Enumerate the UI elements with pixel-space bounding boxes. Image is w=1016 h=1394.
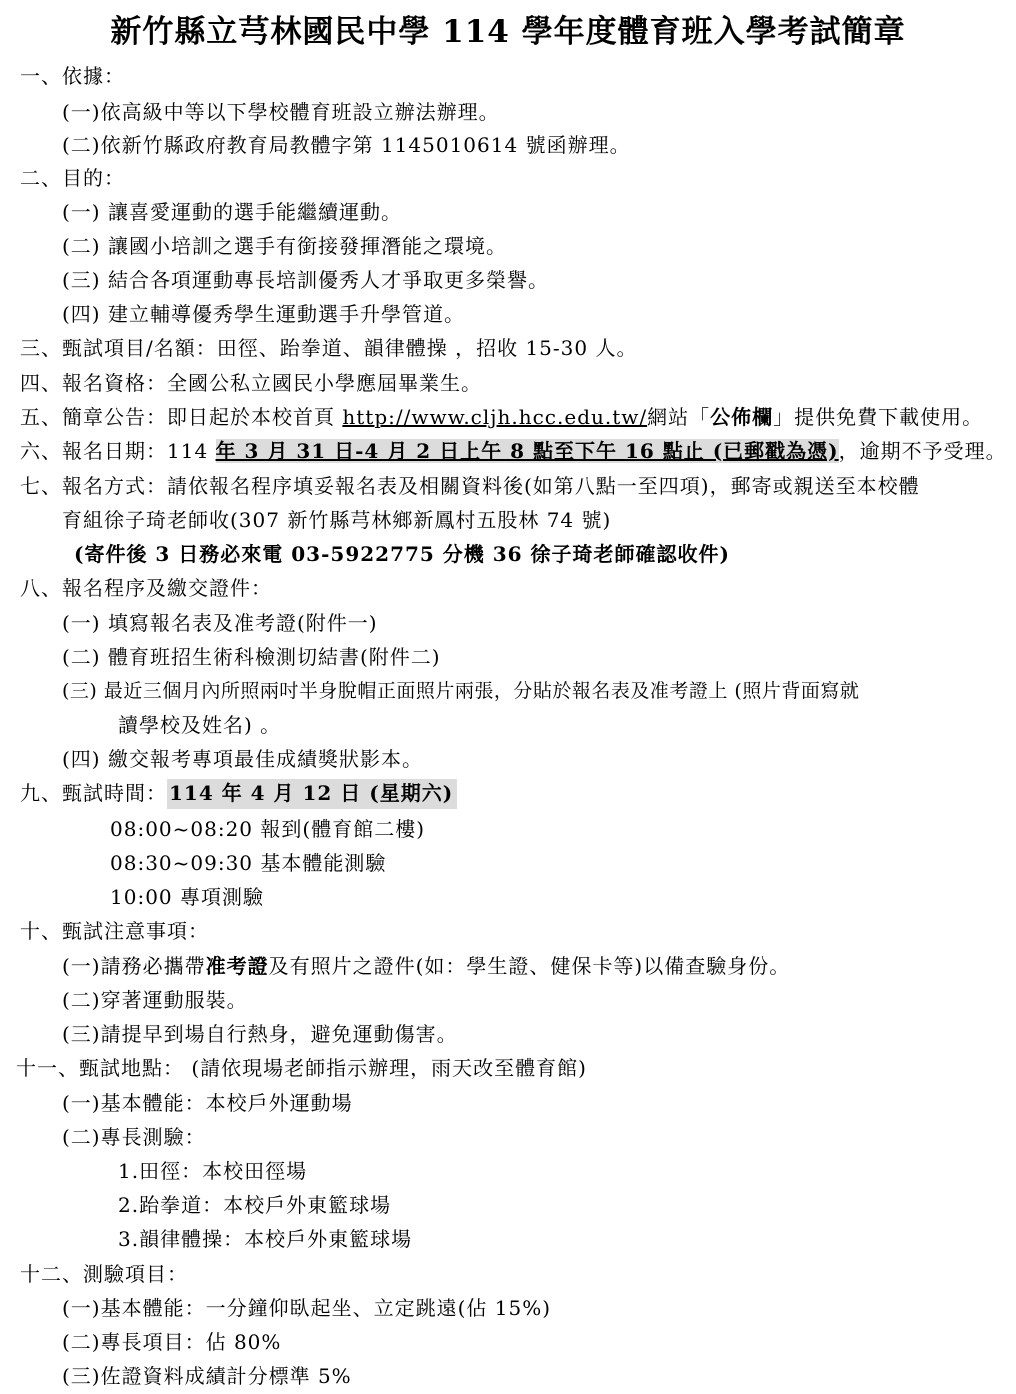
section-7-note: (寄件後 3 日務必來電 03-5922775 分機 36 徐子琦老師確認收件)	[74, 542, 730, 566]
section-10-item-2: (二)穿著運動服裝。	[62, 988, 248, 1012]
section-2-item-4: (四) 建立輔導優秀學生運動選手升學管道。	[62, 302, 465, 326]
section-10-item-1-suffix: 及有照片之證件(如：學生證、健保卡等)以備查驗身份。	[268, 954, 791, 978]
section-6-suffix: ，逾期不予受理。	[838, 439, 1007, 463]
section-5-suffix: 」提供免費下載使用。	[773, 405, 984, 429]
section-6-prefix: 六、報名日期：114	[20, 439, 216, 463]
section-8-item-1: (一) 填寫報名表及准考證(附件一)	[62, 611, 378, 635]
section-1-heading: 一、依據：	[20, 64, 125, 88]
section-2-item-3: (三) 結合各項運動專長培訓優秀人才爭取更多榮譽。	[62, 268, 549, 292]
section-10-item-1-prefix: (一)請務必攜帶	[62, 954, 206, 978]
bulletin-board-label: 公佈欄	[710, 405, 774, 429]
section-1-item-1: (一)依高級中等以下學校體育班設立辦法辦理。	[62, 100, 500, 124]
section-12-item-3: (三)佐證資料成績計分標準 5%	[62, 1364, 352, 1388]
section-9-line	[20, 776, 457, 810]
schedule-fitness-test: 08:30~09:30 基本體能測驗	[110, 851, 387, 875]
section-11-heading: 十一、甄試地點： (請依現場老師指示辦理，雨天改至體育館)	[16, 1056, 587, 1080]
exam-date-highlight: 114 年 4 月 12 日 (星期六)	[167, 779, 457, 809]
section-3-line: 三、甄試項目/名額：田徑、跆拳道、韻律體操 ，招收 15-30 人。	[20, 336, 638, 360]
venue-track-field: 1.田徑：本校田徑場	[118, 1159, 308, 1183]
schedule-checkin: 08:00~08:20 報到(體育館二樓)	[110, 817, 425, 841]
section-8-item-2: (二) 體育班招生術科檢測切結書(附件二)	[62, 645, 441, 669]
section-10-heading: 十、甄試注意事項：	[20, 919, 209, 943]
section-8-item-3-line-1: (三) 最近三個月內所照兩吋半身脫帽正面照片兩張，分貼於報名表及准考證上 (照片背面寫就	[62, 680, 860, 702]
venue-rhythmic-gymnastics: 3.韻律體操：本校戶外東籃球場	[118, 1227, 413, 1251]
section-4-line: 四、報名資格：全國公私立國民小學應屆畢業生。	[20, 371, 482, 395]
section-2-item-1: (一) 讓喜愛運動的選手能繼續運動。	[62, 200, 402, 224]
section-10-item-1	[62, 949, 790, 983]
section-8-item-4: (四) 繳交報考專項最佳成績獎狀影本。	[62, 747, 423, 771]
document-title: 新竹縣立芎林國民中學 114 學年度體育班入學考試簡章	[110, 14, 906, 50]
admission-ticket-emphasis: 准考證	[205, 954, 269, 978]
section-8-item-3-line-2: 讀學校及姓名) 。	[118, 713, 282, 737]
section-5-prefix: 五、簡章公告：即日起於本校首頁	[20, 405, 343, 429]
section-2-item-2: (二) 讓國小培訓之選手有銜接發揮潛能之環境。	[62, 234, 507, 258]
section-10-item-3: (三)請提早到場自行熱身，避免運動傷害。	[62, 1022, 458, 1046]
website-link[interactable]: http://www.cljh.hcc.edu.tw/	[342, 405, 648, 429]
section-5-line	[20, 400, 983, 434]
section-8-heading: 八、報名程序及繳交證件：	[20, 576, 272, 600]
section-6-line	[20, 434, 1007, 468]
venue-taekwondo: 2.跆拳道：本校戶外東籃球場	[118, 1193, 392, 1217]
section-12-item-1: (一)基本體能：一分鐘仰臥起坐、立定跳遠(佔 15%)	[62, 1296, 552, 1320]
section-12-item-2: (二)專長項目：佔 80%	[62, 1330, 282, 1354]
section-5-mid: 網站「	[647, 405, 711, 429]
section-9-prefix: 九、甄試時間：	[20, 781, 167, 805]
section-12-heading: 十二、測驗項目：	[20, 1262, 188, 1286]
section-1-item-2: (二)依新竹縣政府教育局教體字第 1145010614 號函辦理。	[62, 133, 631, 157]
section-2-heading: 二、目的：	[20, 166, 125, 190]
section-11-item-2: (二)專長測驗：	[62, 1125, 206, 1149]
registration-date-highlight: 年 3 月 31 日-4 月 2 日上午 8 點至下午 16 點止 (已郵戳為憑)	[215, 439, 839, 463]
section-11-item-1: (一)基本體能：本校戶外運動場	[62, 1091, 353, 1115]
schedule-specialty-test: 10:00 專項測驗	[110, 885, 264, 909]
section-7-line-1: 七、報名方式：請依報名程序填妥報名表及相關資料後(如第八點一至四項)，郵寄或親送至本校體	[20, 474, 920, 498]
section-7-line-2: 育組徐子琦老師收(307 新竹縣芎林鄉新鳳村五股林 74 號)	[62, 508, 612, 532]
